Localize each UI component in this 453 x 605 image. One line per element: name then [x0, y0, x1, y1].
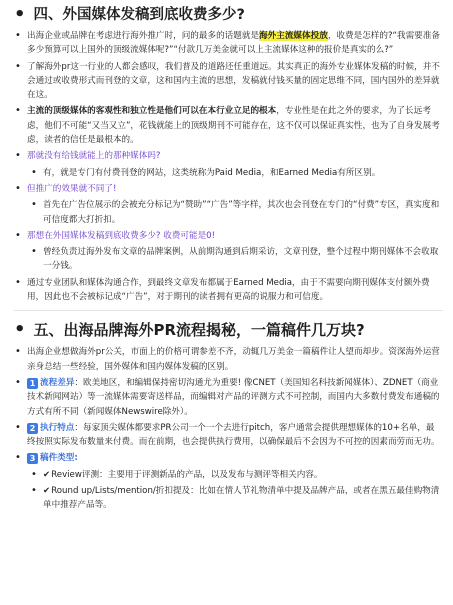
list-item-execution — [14, 421, 443, 450]
tag-execution: 执行特点 — [40, 422, 75, 433]
section-4-heading — [14, 4, 443, 26]
question-effect: • 但推广的效果就不同了! — [14, 182, 443, 196]
tag-colon: : — [74, 453, 78, 464]
paragraph-earned-media: • 通过专业团队和媒体沟通合作，到最终文章发布都属于Earned Media，由于不需要向期刊媒体支付额外费用，因此也不会被标记成“广告”，对于期刊的读者拥有更高的说服力和可信度。 — [14, 276, 443, 305]
checkmark-icon: ✔ — [43, 469, 51, 480]
question-cost: • 那想在外国媒体发稿到底收费多少? 收费可能是0! — [14, 229, 443, 243]
highlight-mainstream-media: 海外主流媒体投放 — [259, 31, 328, 41]
list-item-article-types — [14, 451, 443, 465]
number-2-icon: 2 — [27, 423, 38, 434]
tag-article-types: 稿件类型 — [40, 453, 75, 464]
divider — [14, 310, 443, 311]
answer-paid-media: • 有，就是专门有付费刊登的网站，这类统称为Paid Media，和Earned Media有所区别。 — [30, 166, 443, 180]
process-difference-text: ：欧美地区，和编辑保持密切沟通尤为重要! 像CNET（美国知名科技新闻媒体）、ZDNET（商业技术新闻网站）等一流媒体需要寄送样品，而编辑对产品的评测方式不可控制，而国内大多数付费发布通稿的方式有所不同（新闻媒体Newswire除外）。 — [27, 377, 440, 417]
paragraph-pr-industry: • 了解海外pr这一行业的人都会感叹，我们普及的道路还任重道远。其实真正的海外专业媒体发稿的时候，并不会通过或收费形式而刊登的文章，这和国内主流的思想，发稿就付钱买量的固定思维不同，国内国外的差异就在这。 — [14, 60, 443, 103]
paragraph-intro-text-2: ，收费是怎样的?“我需要准备多少预算可以上国外的顶级流媒体呢?”“付款几万美金就可以上主流媒体这种的报价是真实的么?” — [27, 31, 440, 56]
review-text: Review评测：主要用于评测新品的产品，以及发布与测评等相关内容。 — [51, 469, 323, 480]
sub-item-review — [30, 468, 443, 482]
roundup-text: Round up/Lists/mention/折扣提及：比如在情人节礼物清单中提及品牌产品，或者在黑五最佳购物清单中推荐产品等。 — [43, 486, 440, 511]
paragraph-section-5-intro: • 出海企业想做海外pr公关，市面上的价格可谓参差不齐，动辄几万美金一篇稿件让人望而却步。资深海外运营亲身总结一些经验，国外媒体和国内媒体发稿的区别。 — [14, 345, 443, 374]
heading-bullet: • — [14, 319, 26, 341]
section-4-title: 四、外国媒体发稿到底收费多少? — [33, 7, 245, 23]
tag-process-difference: 流程差异 — [40, 377, 75, 388]
objectivity-bold: 主流的顶级媒体的客观性和独立性是他们可以在本行业立足的根本 — [27, 106, 277, 117]
sub-item-roundup — [30, 484, 443, 513]
answer-cost: • 曾经负责过海外发布文章的品牌案例，从前期沟通到后期采访，文章刊登，整个过程中期刊媒体不会收取一分钱。 — [30, 245, 443, 274]
heading-bullet: • — [14, 4, 26, 25]
paragraph-objectivity — [14, 104, 443, 147]
paragraph-intro-text: 出海企业或品牌在考虑进行海外推广时，问的最多的话题就是 — [27, 31, 260, 41]
list-item-process-difference — [14, 376, 443, 419]
section-5-heading — [14, 319, 443, 341]
number-1-icon: 1 — [27, 378, 38, 389]
execution-text: ：每家顶尖媒体都要求PR公司一个一个去进行pitch，客户通常会提供理想媒体的10+名单，最终按照实际发布数量来付费。而在前期，也会提供执行费用，以确保最后不会因为不可控的因素而劳而无功。 — [27, 422, 440, 448]
checkmark-icon: ✔ — [43, 486, 51, 497]
question-paid-media: • 那就没有给钱就能上的那种媒体吗? — [14, 149, 443, 163]
answer-effect: • 首先在广告位展示的会被充分标记为“赞助”“广告”等字样，其次也会刊登在专门的“付费”专区，真实度和可信度都大打折扣。 — [30, 198, 443, 227]
number-3-icon: 3 — [27, 453, 38, 464]
section-5-title: 五、出海品牌海外PR流程揭秘，一篇稿件几万块? — [33, 321, 365, 340]
paragraph-intro — [14, 29, 443, 58]
objectivity-rest: ，专业性是在此之外的要求，为了长远考虑，他们不可能“又当又立”，花钱就能上的顶级期刊不可能存在，这不仅可以保证真实性，也为了自身发展考虑，读者的信任是最根本的。 — [27, 106, 440, 146]
